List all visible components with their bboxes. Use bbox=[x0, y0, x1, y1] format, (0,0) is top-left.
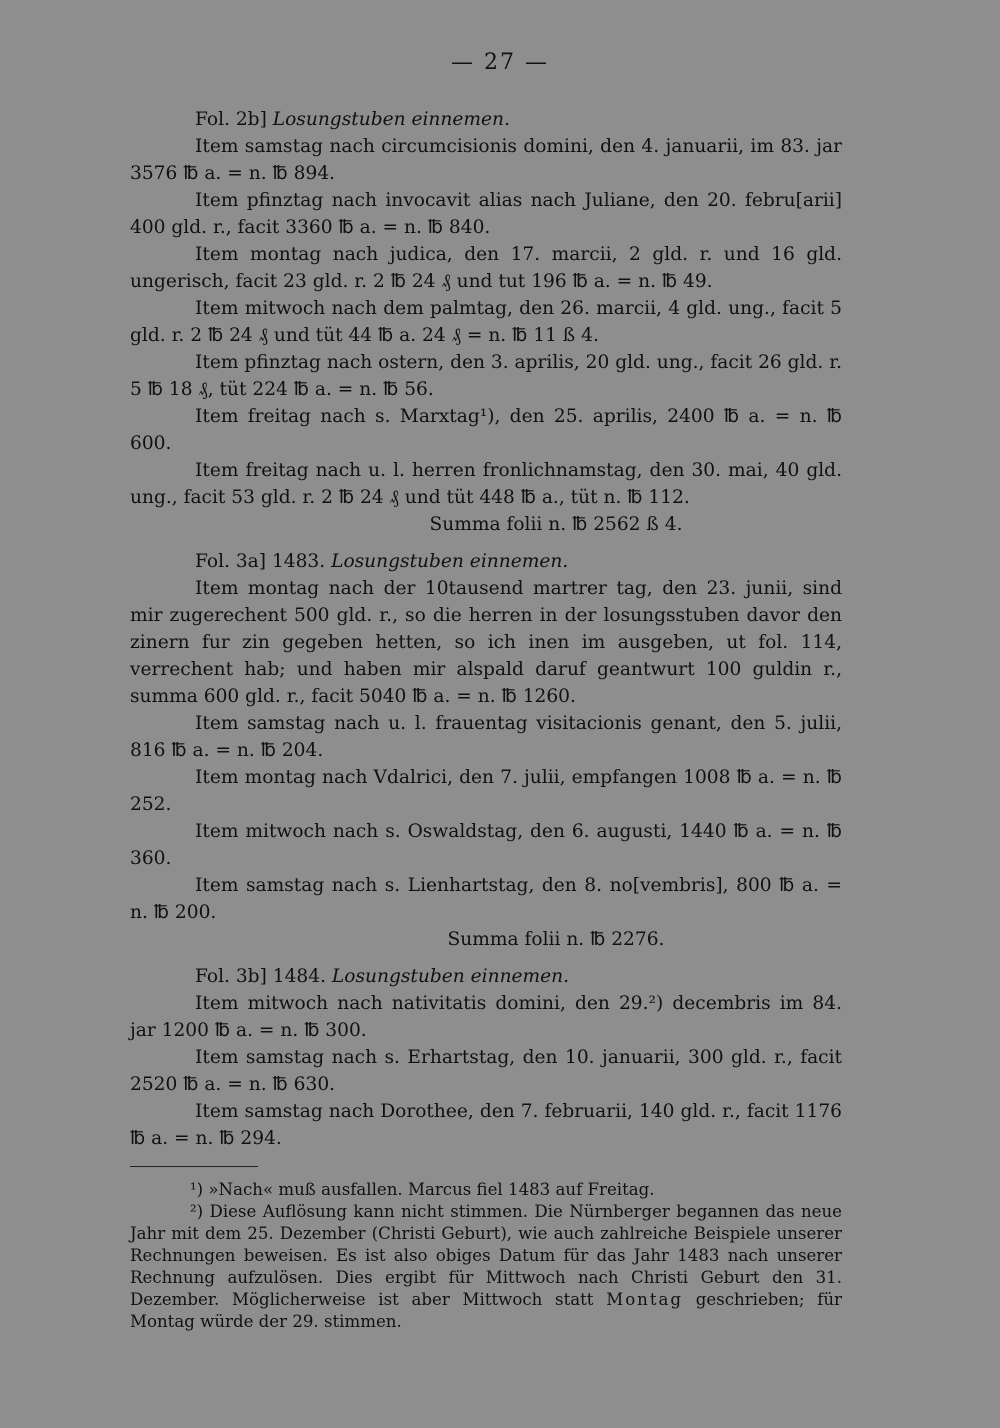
footnote-divider bbox=[130, 1166, 258, 1167]
folio-ref: Fol. 3b] bbox=[195, 966, 267, 987]
entry: Item samstag nach s. Erhartstag, den 10. januarii, 300 gld. r., facit 2520 ℔ a. = n. ℔ 630. bbox=[130, 1047, 842, 1095]
entry: Item samstag nach s. Lienhartstag, den 8. no[vembris], 800 ℔ a. = n. ℔ 200. bbox=[130, 875, 842, 923]
section-title: Losungstuben einnemen. bbox=[331, 966, 570, 987]
entry: Item freitag nach u. l. herren fronlichnamstag, den 30. mai, 40 gld. ung., facit 53 gld. r. 2 ℔ 24 ₰ und tüt 448 ℔ a., tüt n. ℔ 112. bbox=[130, 460, 842, 508]
entry: Item samstag nach circumcisionis domini, den 4. januarii, im 83. jar 3576 ℔ a. = n. ℔ 894. bbox=[130, 136, 842, 184]
summa-folii: Summa folii n. ℔ 2276. bbox=[447, 929, 665, 950]
document-body bbox=[130, 106, 842, 1333]
folio-ref: Fol. 2b] bbox=[195, 109, 267, 130]
section-heading bbox=[130, 963, 842, 990]
footnotes bbox=[130, 1179, 842, 1333]
entry: Item freitag nach s. Marxtag¹), den 25. aprilis, 2400 ℔ a. = n. ℔ 600. bbox=[130, 406, 842, 454]
footnote-2 bbox=[130, 1201, 842, 1333]
section-heading bbox=[130, 106, 842, 133]
summa-folii: Summa folii n. ℔ 2562 ß 4. bbox=[429, 514, 683, 535]
entry: Item montag nach der 10tausend martrer tag, den 23. junii, sind mir zugerechent 500 gld. r., so die herren in der losungsstuben davor den zinern fur zin gegeben hetten, so ich inen im ausgeben, ut fol. 114, verrechent hab; und haben mir alspald daruf geantwurt 100 guldin r., summa 600 gld. r., facit 5040 ℔ a. = n. ℔ 1260. bbox=[130, 578, 842, 707]
entry: Item samstag nach Dorothee, den 7. februarii, 140 gld. r., facit 1176 ℔ a. = n. ℔ 294. bbox=[130, 1101, 842, 1149]
section-title: Losungstuben einnemen. bbox=[272, 109, 510, 130]
entry: Item samstag nach u. l. frauentag visitacionis genant, den 5. julii, 816 ℔ a. = n. ℔ 204. bbox=[130, 713, 842, 761]
entry: Item pfinztag nach ostern, den 3. aprilis, 20 gld. ung., facit 26 gld. r. 5 ℔ 18 ₰, tüt 224 ℔ a. = n. ℔ 56. bbox=[130, 352, 842, 400]
entry: Item montag nach Vdalrici, den 7. julii, empfangen 1008 ℔ a. = n. ℔ 252. bbox=[130, 767, 842, 815]
page-number: — 27 — bbox=[451, 50, 549, 75]
folio-ref: Fol. 3a] bbox=[195, 551, 267, 572]
section-year: 1483. bbox=[271, 551, 326, 572]
entry: Item pfinztag nach invocavit alias nach Juliane, den 20. febru[arii] 400 gld. r., facit 3360 ℔ a. = n. ℔ 840. bbox=[130, 190, 842, 238]
entry: Item mitwoch nach dem palmtag, den 26. marcii, 4 gld. ung., facit 5 gld. r. 2 ℔ 24 ₰ und tüt 44 ℔ a. 24 ₰ = n. ℔ 11 ß 4. bbox=[130, 298, 842, 346]
section-fol-3b bbox=[130, 963, 842, 1152]
footnote-2-tail: geschrieben; für Montag würde der 29. stimmen. bbox=[130, 1290, 842, 1331]
entry: Item mitwoch nach s. Oswaldstag, den 6. augusti, 1440 ℔ a. = n. ℔ 360. bbox=[130, 821, 842, 869]
section-year: 1484. bbox=[272, 966, 326, 987]
footnote-2-emphasis: Montag bbox=[606, 1290, 684, 1309]
entry: Item montag nach judica, den 17. marcii, 2 gld. r. und 16 gld. ungerisch, facit 23 gld. r. 2 ℔ 24 ₰ und tut 196 ℔ a. = n. ℔ 49. bbox=[130, 244, 842, 292]
footnote-2-text: ²) Diese Auflösung kann nicht stimmen. Die Nürnberger begannen das neue Jahr mit dem 25. Dezember (Christi Geburt), wie auch zahlreiche Beispiele unserer Rechnungen beweisen. Es ist also obiges Datum für das Jahr 1483 nach unserer Rechnung aufzulösen. Dies ergibt für Mittwoch nach Christi Geburt den 31. Dezember. Möglicherweise ist aber Mittwoch statt bbox=[130, 1202, 842, 1309]
section-fol-3a bbox=[130, 548, 842, 953]
footnote-1: ¹) »Nach« muß ausfallen. Marcus fiel 1483 auf Freitag. bbox=[190, 1180, 655, 1199]
section-title: Losungstuben einnemen. bbox=[331, 551, 569, 572]
section-fol-2b bbox=[130, 106, 842, 538]
section-heading bbox=[130, 548, 842, 575]
entry: Item mitwoch nach nativitatis domini, den 29.²) decembris im 84. jar 1200 ℔ a. = n. ℔ 300. bbox=[130, 993, 842, 1041]
